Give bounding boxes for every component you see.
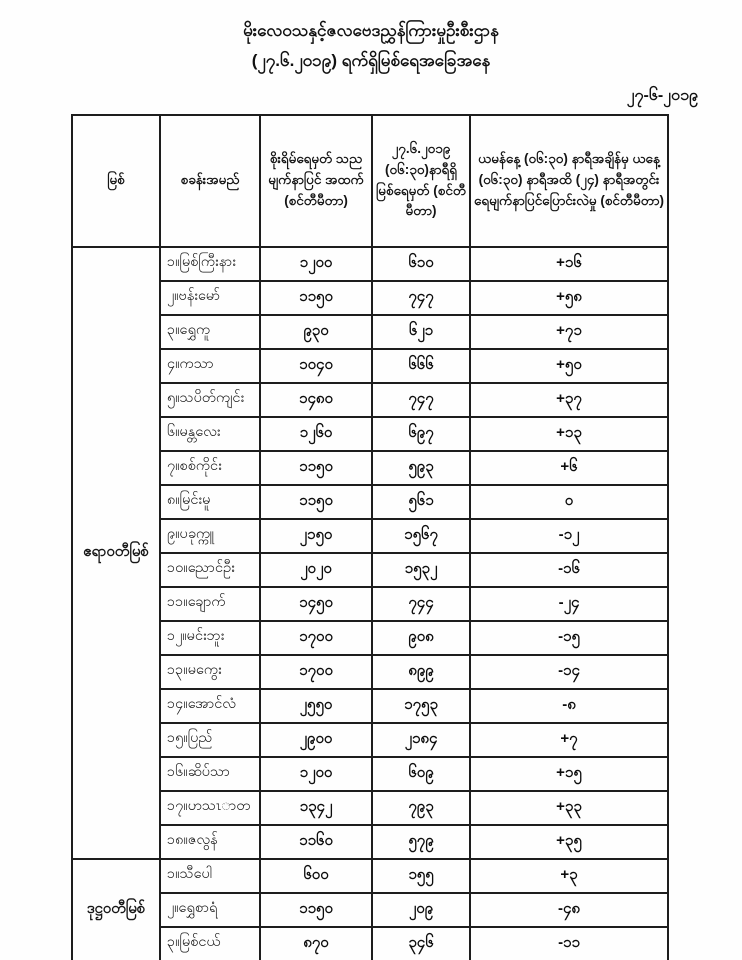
change-24h-value: -၁၂ [470,519,668,553]
danger-level-value: ၁၂၀၀ [260,757,372,791]
danger-level-value: ၁၂၆၀ [260,417,372,451]
danger-level-value: ၁၄၈၀ [260,383,372,417]
station-name-cell: ၃။မြစ်ငယ် [160,927,260,960]
station-name-cell: ၁၈။ဇလွန် [160,825,260,859]
current-level-value: ၈၉၉ [372,655,470,689]
danger-level-value: ၈၇၀ [260,927,372,960]
change-24h-value: -၁၆ [470,553,668,587]
station-name-cell: ၆။မန္တလေး [160,417,260,451]
table-row [72,485,668,519]
station-name-cell: ၁၇။ဟသၤာတ [160,791,260,825]
danger-level-value: ၁၁၅၀ [260,485,372,519]
table-row [72,621,668,655]
current-level-value: ၁၇၅၃ [372,689,470,723]
change-24h-value: +၇ [470,723,668,757]
current-level-value: ၉၀၈ [372,621,470,655]
change-24h-value: ၀ [470,485,668,519]
station-name-cell: ၂။ဗန်းမော် [160,281,260,315]
danger-level-value: ၁၄၅၀ [260,587,372,621]
change-24h-value: +၆ [470,451,668,485]
page-title-line1: မိုးလေဝသနှင့်ဇလဗေဒညွှန်ကြားမှုဦးစီးဌာန [243,21,499,40]
change-24h-value: +၃၇ [470,383,668,417]
current-level-value: ၁၅၃၂ [372,553,470,587]
change-24h-value: +၁၃ [470,417,668,451]
current-level-value: ၆၂၁ [372,315,470,349]
danger-level-value: ၁၇၀၀ [260,655,372,689]
river-level-table [71,114,669,960]
col-header-station: စခန်းအမည် [160,115,260,247]
current-level-value: ၇၄၇ [372,383,470,417]
change-24h-value: -၈ [470,689,668,723]
table-row [72,519,668,553]
danger-level-value: ၉၃၀ [260,315,372,349]
change-24h-value: -၂၄ [470,587,668,621]
current-level-value: ၅၉၃ [372,451,470,485]
table-row [72,757,668,791]
table-row [72,587,668,621]
current-level-value: ၅၆၁ [372,485,470,519]
current-level-value: ၇၄၇ [372,281,470,315]
current-level-value: ၂၁၈၄ [372,723,470,757]
change-24h-value: +၅၈ [470,281,668,315]
station-name-cell: ၁။သီပေါ [160,859,260,893]
table-body [72,247,668,960]
danger-level-value: ၁၁၅၀ [260,893,372,927]
station-name-cell: ၁၃။မကွေး [160,655,260,689]
danger-level-value: ၂၁၅၀ [260,519,372,553]
current-level-value: ၆၆၆ [372,349,470,383]
station-name-cell: ၇။စစ်ကိုင်း [160,451,260,485]
change-24h-value: +၇၁ [470,315,668,349]
change-24h-value: +၃၃ [470,791,668,825]
current-level-value: ၂၀၉ [372,893,470,927]
station-name-cell: ၅။သပိတ်ကျင်း [160,383,260,417]
danger-level-value: ၂၉၀၀ [260,723,372,757]
table-header-row [72,115,668,247]
table-row [72,859,668,893]
change-24h-value: +၁၆ [470,247,668,281]
change-24h-value: +၃ [470,859,668,893]
danger-level-value: ၁၂၀၀ [260,247,372,281]
station-name-cell: ၁၀။ညောင်ဦး [160,553,260,587]
current-level-value: ၁၅၅ [372,859,470,893]
table-row [72,825,668,859]
current-level-value: ၆၀၉ [372,757,470,791]
table-row [72,553,668,587]
station-name-cell: ၁၁။ချောက် [160,587,260,621]
change-24h-value: +၅၀ [470,349,668,383]
station-name-cell: ၁၅။ပြည် [160,723,260,757]
danger-level-value: ၁၁၆၀ [260,825,372,859]
river-name-cell: ဒုဋ္ဌဝတီမြစ် [72,859,160,960]
table-row [72,689,668,723]
danger-level-value: ၁၃၄၂ [260,791,372,825]
change-24h-value: -၁၁ [470,927,668,960]
change-24h-value: -၁၄ [470,655,668,689]
col-header-change-24h: ယမန်နေ့ (၀၆:၃၀) နာရီအချိန်မှ ယနေ့ (၀၆:၃၀) နာရီအထိ (၂၄) နာရီအတွင်း ရေမျက်နာပြင်ပြောင်းလဲမှု (စင်တီမီတာ) [470,115,668,247]
table-row [72,417,668,451]
current-level-value: ၆၉၇ [372,417,470,451]
danger-level-value: ၁၀၄၀ [260,349,372,383]
table-row [72,451,668,485]
station-name-cell: ၁၂။မင်းဘူး [160,621,260,655]
table-row [72,723,668,757]
current-level-value: ၅၇၉ [372,825,470,859]
danger-level-value: ၁၁၅၀ [260,281,372,315]
current-level-value: ၃၄၆ [372,927,470,960]
col-header-danger-level: စိုးရိမ်ရေမှတ် သည မျက်နာပြင် အထက် (စင်တီမီတာ) [260,115,372,247]
change-24h-value: +၃၅ [470,825,668,859]
current-level-value: ၇၉၃ [372,791,470,825]
station-name-cell: ၁၆။ဆိပ်သာ [160,757,260,791]
table-row [72,655,668,689]
river-name-cell: ဧရာဝတီမြစ် [72,247,160,859]
station-name-cell: ၉။ပခုက္ကူ [160,519,260,553]
table-row [72,383,668,417]
page-title-line2: (၂၇.၆.၂၀၁၉) ရက်ရှိမြစ်ရေအခြေအနေ [251,50,491,70]
report-date: ၂၇-၆-၂၀၁၉ [626,86,698,104]
table-row [72,927,668,960]
station-name-cell: ၈။မြင်းမူ [160,485,260,519]
station-name-cell: ၁၄။အောင်လံ [160,689,260,723]
station-name-cell: ၃။ရွှေကူ [160,315,260,349]
table-row [72,281,668,315]
table-row [72,791,668,825]
danger-level-value: ၂၀၂၀ [260,553,372,587]
current-level-value: ၇၄၄ [372,587,470,621]
document-header [0,0,742,76]
danger-level-value: ၆၀၀ [260,859,372,893]
station-name-cell: ၄။ကသာ [160,349,260,383]
table-row [72,349,668,383]
table-row [72,893,668,927]
table-row [72,315,668,349]
current-level-value: ၁၅၆၇ [372,519,470,553]
danger-level-value: ၁၇၀၀ [260,621,372,655]
table-row [72,247,668,281]
change-24h-value: -၁၅ [470,621,668,655]
station-name-cell: ၂။ရွှေစာရံ [160,893,260,927]
col-header-current-level: ၂၇.၆.၂၀၁၉ (၀၆:၃၀)နာရီရှိ မြစ်ရေမှတ် (စင်တီမီတာ) [372,115,470,247]
change-24h-value: -၄၈ [470,893,668,927]
col-header-river: မြစ် [72,115,160,247]
change-24h-value: +၁၅ [470,757,668,791]
danger-level-value: ၁၁၅၀ [260,451,372,485]
current-level-value: ၆၁၀ [372,247,470,281]
station-name-cell: ၁။မြစ်ကြီးနား [160,247,260,281]
danger-level-value: ၂၅၅၀ [260,689,372,723]
